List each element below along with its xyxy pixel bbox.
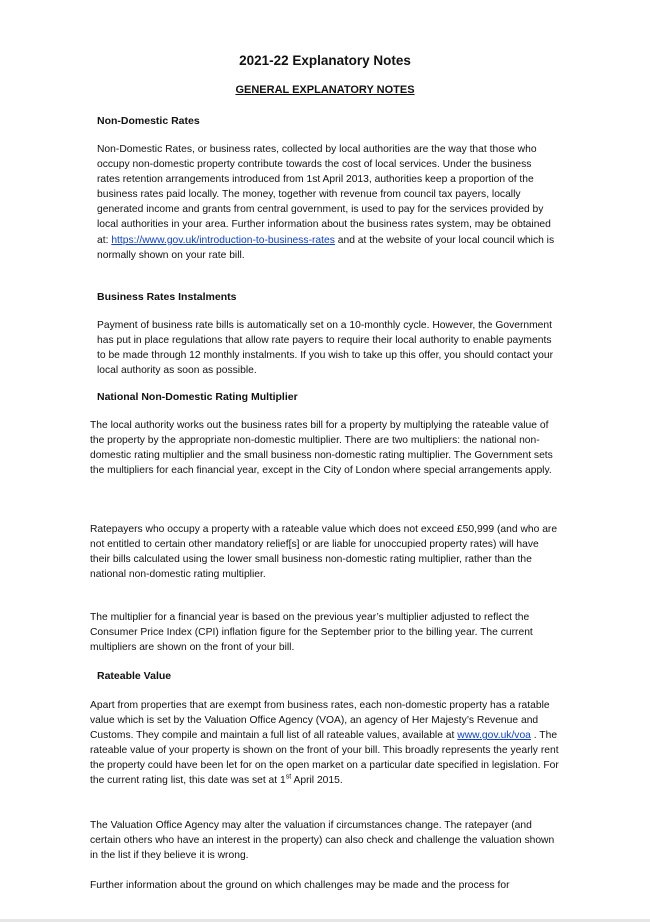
paragraph-multiplier-2: Ratepayers who occupy a property with a rateable value which does not exceed £50,999 (and who are not entitled to certain other mandatory relief[s] or are liable for unoccupied property rates) will have their bills calculated using the lower small business non-domestic rating multiplier, rather than the national non-domestic rating multiplier. (90, 524, 558, 581)
paragraph-rateable-value-1: Apart from properties that are exempt from business rates, each non-domestic property has a ratable value which is set by the Valuation Office Agency (VOA), an agency of Her Majesty’s Revenue and Customs. They compile and maintain a full list of all rateable values, available at www.gov.uk/voa . The rateable value of your property is shown on the front of your bill. This broadly represents the yearly rent the property could have been let for on the open market on a particular date specified in legislation. For the current rating list, this date was set at 1st April 2015. (90, 700, 559, 787)
paragraph-rateable-value-3: Further information about the ground on which challenges may be made and the process for (90, 880, 510, 891)
paragraph-multiplier-1: The local authority works out the business rates bill for a property by multiplying the rateable value of the property by the appropriate non-domestic multiplier. There are two multipliers: the national non-domestic rating multiplier and the small business non-domestic rating multiplier. The Government sets the multipliers for each financial year, except in the City of London where special arrangements apply. (90, 420, 553, 477)
link-introduction-to-business-rates[interactable]: https://www.gov.uk/introduction-to-business-rates (111, 234, 335, 246)
page-subtitle: GENERAL EXPLANATORY NOTES (235, 84, 415, 96)
paragraph-business-rates-instalments: Payment of business rate bills is automatically set on a 10-monthly cycle. However, the Government has put in place regulations that allow rate payers to require their local authority to enable payments to be made through 12 monthly instalments. If you wish to take up this offer, you should contact your local authority as soon as possible. (97, 320, 553, 377)
heading-rating-multiplier: National Non-Domestic Rating Multiplier (97, 391, 298, 403)
heading-rateable-value: Rateable Value (97, 670, 172, 682)
paragraph-multiplier-3: The multiplier for a financial year is based on the previous year’s multiplier adjusted to reflect the Consumer Price Index (CPI) inflation figure for the September prior to the billing year. The current multipliers are shown on the front of your bill. (90, 612, 533, 654)
paragraph-non-domestic-rates: Non-Domestic Rates, or business rates, collected by local authorities are the way that those who occupy non-domestic property contribute towards the cost of local services. Under the business rates retention arrangements introduced from 1st April 2013, authorities keep a proportion of the business rates paid locally. The money, together with revenue from council tax payers, locally generated income and grants from central government, is used to pay for the services provided by local authorities in your area. Further information about the business rates system, may be obtained at: https://www.gov.uk/introduction-to-business-rates and at the website of your local council which is normally shown on your rate bill. (97, 144, 555, 261)
link-voa[interactable]: www.gov.uk/voa (457, 730, 531, 742)
heading-business-rates-instalments: Business Rates Instalments (97, 291, 237, 303)
heading-non-domestic-rates: Non-Domestic Rates (97, 115, 200, 127)
page-title: 2021-22 Explanatory Notes (239, 53, 411, 68)
paragraph-rateable-value-2: The Valuation Office Agency may alter the valuation if circumstances change. The ratepayer (and certain others who have an interest in the property) can also check and challenge the valuation shown in the list if they believe it is wrong. (90, 820, 555, 862)
